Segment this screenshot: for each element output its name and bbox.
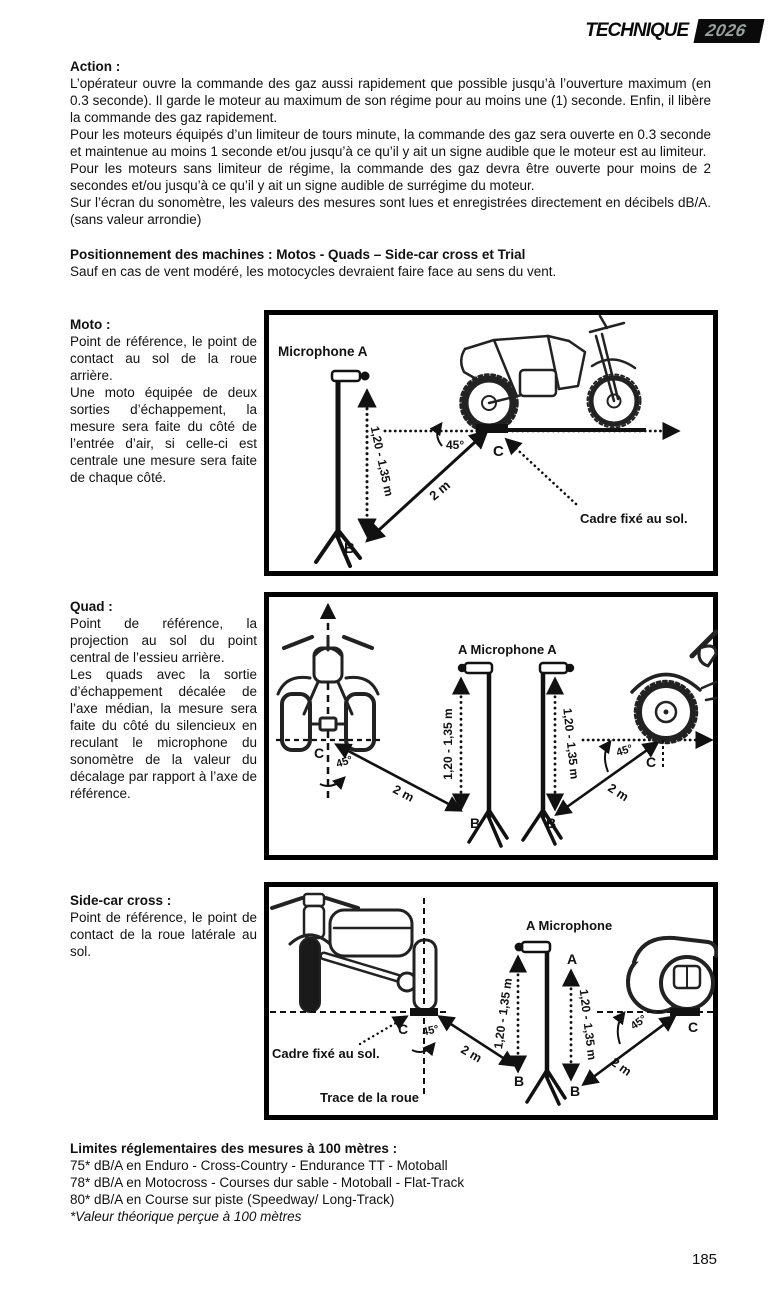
quad-microphone-label: A Microphone A [458,642,557,657]
limits-footnote: *Valeur théorique perçue à 100 mètres [70,1209,302,1224]
quad-side-art [632,632,716,743]
moto-height-label: 1,20 - 1,35 m [367,424,397,498]
positioning-subtitle: Sauf en cas de vent modéré, les motocycles devraient faire face au sens du vent. [70,264,557,279]
quad-paragraph-2: Les quads avec la sortie d’échappement décalée de l’axe médian, la mesure sera faite du côté du silencieux en reculant le microphone du sonomètre de la valeur du décalage par rapport à l’axe de référence. [70,667,257,801]
sidecar-diagram [264,882,718,1125]
contact-patch-right [670,1008,700,1016]
sidecar-angle-right: 45° [628,1012,650,1033]
action-paragraph-2: Pour les moteurs équipés d’un limiteur de tours minute, la commande des gaz sera ouverte en 0.3 seconde et maintenue au moins 1 seconde et/ou jusqu’à ce qu’il y ait un signe audible que le moteur est au limiteur. [70,127,711,159]
sidecar-point-b-left: B [514,1073,525,1089]
brand-name: TECHNIQUE [585,20,689,41]
limit-line-3: 80* dB/A en Course sur piste (Speedway/ Long-Track) [70,1192,395,1207]
limits-title: Limites réglementaires des mesures à 100 mètres : [70,1141,398,1156]
quad-height-right: 1,20 - 1,35 m [560,707,582,780]
sidecar-angle-left: 45° [421,1023,440,1039]
quad-distance-left: 2 m [390,782,417,805]
quad-point-b-left: B [470,815,481,831]
sidecar-art [272,894,436,1012]
brand-year-box [694,19,765,43]
action-section [70,58,711,228]
action-paragraph-4: Sur l’écran du sonomètre, les valeurs des mesures sont lues et enregistrées directement en décibels dB/A. (sans valeur arrondie) [70,195,711,227]
quad-diagram [264,592,718,865]
quad-point-b-right: B [546,815,557,831]
limits-section [70,1140,711,1225]
sidecar-frame-label: Cadre fixé au sol. [272,1046,380,1061]
action-title: Action : [70,59,121,74]
contact-patch-left [410,1008,438,1016]
frame-pointer-arrow [507,440,576,504]
moto-paragraph-1: Point de référence, le point de contact au sol de la roue arrière. [70,334,257,383]
positioning-section [70,246,711,280]
motorcycle-art [461,316,641,432]
quad-point-c-left: C [314,745,325,761]
contact-patch [476,424,508,433]
angle-arc [437,424,442,446]
quad-title: Quad : [70,599,113,614]
quad-diagram-svg [264,592,718,860]
sidecar-distance-right: 2 m [608,1054,634,1079]
microphone-stand-left [458,663,507,846]
microphone-stand [316,371,370,566]
moto-distance-label: 2 m [426,477,454,504]
quad-paragraph-1: Point de référence, la projection au sol du point central de l’essieu arrière. [70,616,257,665]
page-number: 185 [692,1251,718,1268]
sidecar-point-c-left: C [398,1021,409,1037]
brand-header [585,19,762,43]
sidecar-height-right: 1,20 - 1,35 m [576,988,600,1061]
quad-height-left: 1,20 - 1,35 m [441,708,455,780]
sidecar-point-a-right: A [567,951,578,967]
sidecar-text-column [70,892,257,960]
limit-line-2: 78* dB/A en Motocross - Courses dur sable - Motoball - Flat-Track [70,1175,465,1190]
sidecar-title: Side-car cross : [70,893,172,908]
quad-angle-right: 45° [614,742,635,760]
positioning-title: Positionnement des machines : Motos - Quads – Side-car cross et Trial [70,247,526,262]
sidecar-diagram-svg [264,882,718,1120]
quad-point-c-right: C [646,754,657,770]
quad-distance-right: 2 m [605,780,632,805]
moto-diagram [264,310,718,581]
moto-diagram-svg [264,310,718,576]
moto-frame-label: Cadre fixé au sol. [580,511,688,526]
moto-point-b: B [344,540,355,557]
sidecar-point-b-right: B [570,1083,581,1099]
moto-microphone-label: Microphone A [278,344,368,359]
sidecar-height-left: 1,20 - 1,35 m [491,977,515,1050]
sidecar-microphone-label: A Microphone [526,918,613,933]
quad-text-column [70,598,257,802]
moto-point-c: C [493,443,504,460]
limit-line-1: 75* dB/A en Enduro - Cross-Country - Endurance TT - Motoball [70,1158,448,1173]
action-paragraph-3: Pour les moteurs sans limiteur de régime, la commande des gaz devra être ouverte pour moins de 2 secondes et/ou jusqu’à ce qu’il y ait un signe audible de surrégime du moteur. [70,161,711,193]
angle-arc-right [618,1013,624,1044]
action-paragraph-1: L’opérateur ouvre la commande des gaz aussi rapidement que possible jusqu’à l’ouverture maximum (en 0.3 seconde). Il garde le moteur au maximum de son régime pour au moins une (1) seconde. Enfin, il libère la commande des gaz rapidement. [70,76,711,125]
bike-rear-art [628,938,716,1012]
sidecar-distance-left: 2 m [458,1042,485,1066]
sidecar-paragraph-1: Point de référence, le point de contact de la roue latérale au sol. [70,910,257,959]
angle-arc-right [605,742,610,772]
brand-year: 2026 [704,21,749,40]
sidecar-point-c-right: C [688,1019,699,1035]
moto-angle-label: 45° [446,438,465,452]
sidecar-trace-label: Trace de la roue [320,1090,419,1105]
quad-angle-left: 45° [334,753,355,771]
angle-arc-left [320,778,344,786]
moto-text-column [70,316,257,486]
moto-paragraph-2: Une moto équipée de deux sorties d’échappement, la mesure sera faite du côté de l’entrée d’air, si celle-ci est centrale une mesure sera faite de chaque côté. [70,385,257,485]
moto-title: Moto : [70,317,111,332]
